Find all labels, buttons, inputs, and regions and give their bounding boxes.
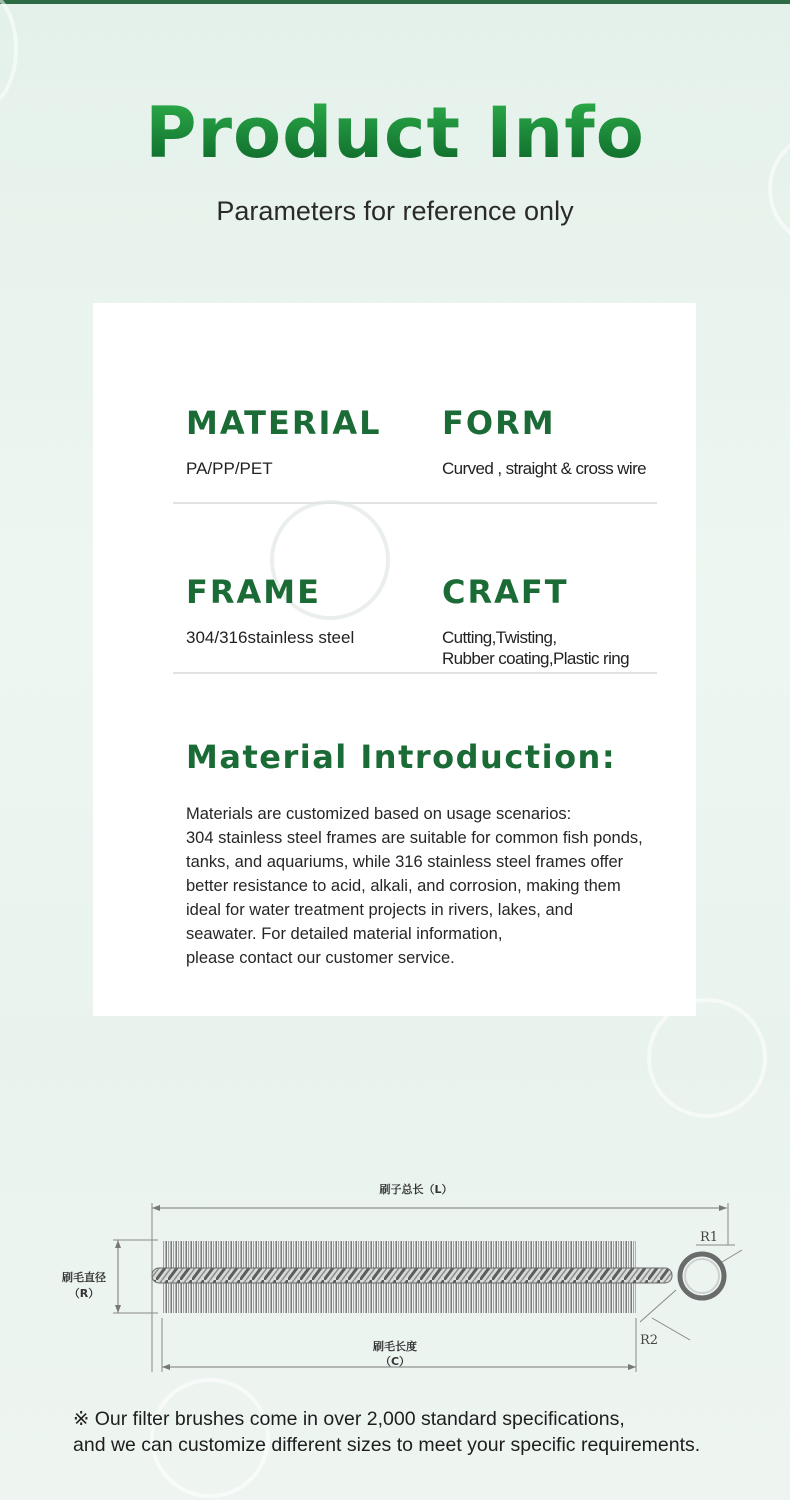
spec-divider [173,502,657,504]
top-accent-bar [0,0,790,4]
arrow-head [628,1364,636,1370]
intro-line: seawater. For detailed material information, [186,925,503,943]
page-title: Product Info [0,92,790,174]
footnote-line: and we can customize different sizes to meet your specific requirements. [73,1434,701,1456]
intro-title: Material Introduction: [186,738,617,776]
intro-line: 304 stainless steel frames are suitable for common fish ponds, [186,829,643,847]
r2-leader [640,1290,676,1322]
spec-heading-frame: FRAME [186,573,321,611]
intro-line: better resistance to acid, alkali, and corrosion, making them [186,877,621,895]
end-loop-inner [685,1259,719,1293]
end-loop [680,1254,724,1298]
diameter-label-symbol: （R） [68,1287,100,1300]
bristle-length-label-symbol: （C） [379,1355,411,1368]
r1-leader [722,1250,742,1262]
spec-heading-form: FORM [442,404,556,442]
arrow-head [719,1205,727,1211]
footnote-line: ※ Our filter brushes come in over 2,000 standard specifications, [73,1408,625,1430]
spec-value-form: Curved , straight & cross wire [442,459,647,478]
intro-line: Materials are customized based on usage scenarios: [186,805,572,823]
spec-value-frame: 304/316stainless steel [186,628,355,647]
total-length-label: 刷子总长（L） [379,1183,453,1196]
bristle-length-label: 刷毛长度 [373,1340,417,1353]
intro-line: please contact our customer service. [186,949,455,967]
footnote [73,1406,773,1458]
r1-label: R1 [700,1230,719,1245]
intro-line: tanks, and aquariums, while 316 stainless steel frames offer [186,853,624,871]
intro-line: ideal for water treatment projects in rivers, lakes, and [186,901,574,919]
spec-value-craft-line2: Rubber coating,Plastic ring [442,649,629,668]
arrow-head [152,1205,160,1211]
watermark-logo [647,998,767,1118]
arrow-head [115,1305,121,1313]
twisted-wire [152,1268,672,1283]
page-subtitle: Parameters for reference only [216,196,574,226]
spec-heading-material: MATERIAL [186,404,382,442]
arrow-head [115,1240,121,1248]
spec-value-material: PA/PP/PET [186,459,273,478]
arrow-head [162,1364,170,1370]
intro-body [186,802,686,970]
spec-heading-craft: CRAFT [442,573,569,611]
brush-dimension-diagram [0,1170,790,1380]
spec-divider [173,672,657,674]
spec-value-craft-line1: Cutting,Twisting, [442,628,557,647]
r2-label: R2 [640,1333,659,1348]
diameter-label: 刷毛直径 [62,1271,106,1284]
